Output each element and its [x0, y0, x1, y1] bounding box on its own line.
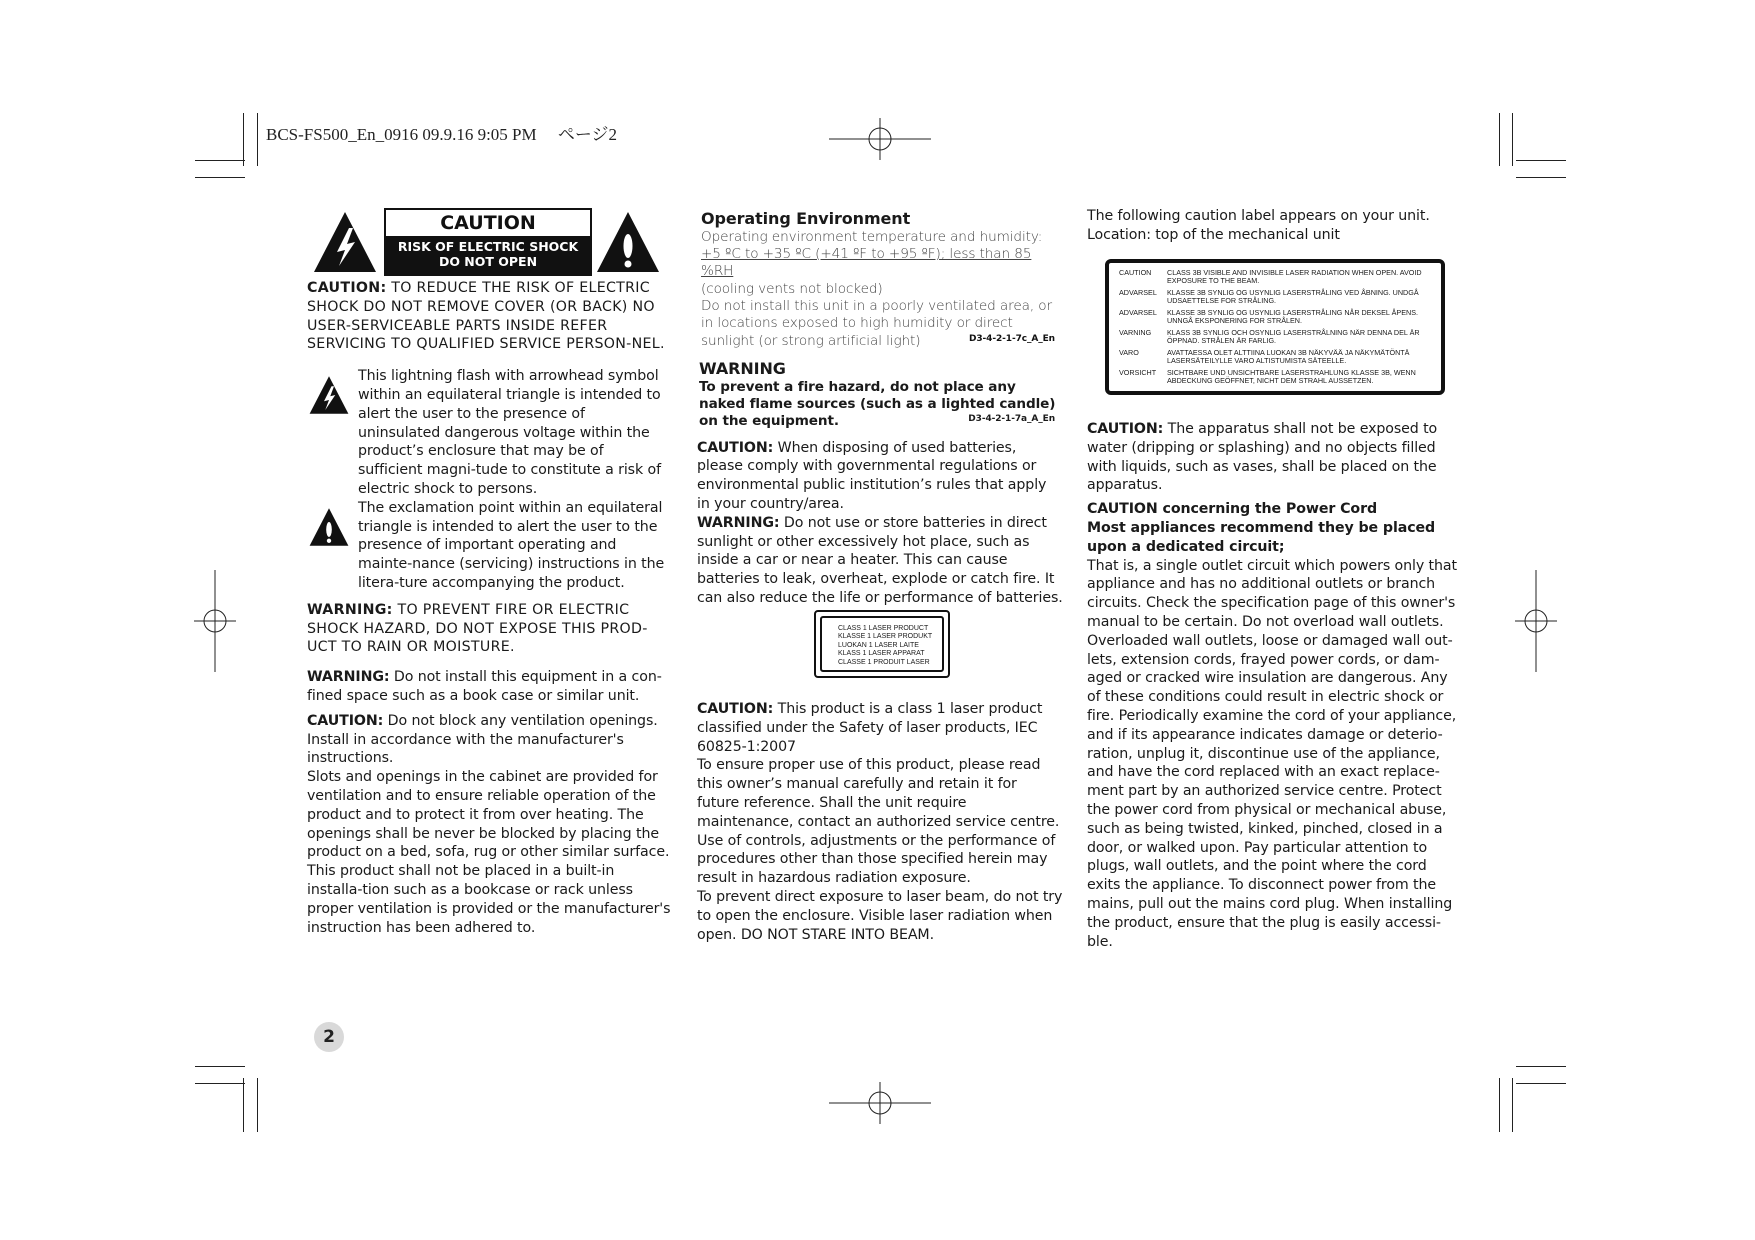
caution-band: [386, 236, 590, 274]
env-line4: Do not install this unit in a poorly ventilated area, or in locations exposed to high humidity or direct sunlight (or strong artificial light): [701, 297, 1052, 349]
registration-target-top: [829, 118, 931, 160]
print-slug: [266, 120, 617, 145]
col2-exposure-para: To prevent direct exposure to laser beam, do not try to open the enclosure. Visible laser radiation when open. DO NOT STARE INTO BEAM.: [697, 888, 1063, 943]
label-intro1: The following caution label appears on your unit.: [1087, 208, 1430, 224]
col1-ventilation-para: proper ventilation is provided or the manufacturer's instruction has been adhered to.: [307, 900, 671, 936]
cord-heading1: CAUTION concerning the Power Cord: [1087, 501, 1378, 518]
label-row: [1119, 269, 1441, 286]
col2-caution-para: CAUTION: When disposing of used batteries, please comply with governmental regulations or environmental public institution’s rules that apply in your country/area.: [697, 439, 1047, 512]
caution-line1: RISK OF ELECTRIC SHOCK: [397, 239, 579, 254]
laser-label-line: KLASS 1 LASER APPARAT: [838, 650, 925, 658]
class1-laser-label: [814, 610, 950, 678]
exclamation-small-icon: [309, 507, 349, 547]
label-row-value: CLASS 3B VISIBLE AND INVISIBLE LASER RADIATION WHEN OPEN. AVOID EXPOSURE TO THE BEAM.: [1167, 268, 1422, 286]
col2-controls-para: Use of controls, adjustments or the performance of procedures other than those specified herein may result in hazardous radiation exposure.: [697, 832, 1056, 887]
col1-caution-para: CAUTION: TO REDUCE THE RISK OF ELECTRIC SHOCK DO NOT REMOVE COVER (OR BACK) NO USER-SERVICEABLE PARTS INSIDE REFER SERVICING TO QUALIFIED SERVICE PERSON-NEL.: [307, 280, 665, 353]
label-row-value: SICHTBARE UND UNSICHTBARE LASERSTRAHLUNG KLASSE 3B, WENN ABDECKUNG GEÖFFNET, NICHT DEM STRAHL AUSSETZEN.: [1167, 368, 1416, 386]
exclamation-warning-icon: [596, 210, 660, 274]
registration-target-left: [194, 570, 236, 672]
lightning-small-icon: [309, 375, 349, 415]
cord-text: That is, a single outlet circuit which powers only that appliance and has no additional outlets or branch circuits. Check the specification page of this owner's manual to be certain. Do not overload wall outlets. Overloaded wall outlets, loose or damaged wall out-lets, extension cords, frayed power cords, or dam-aged or cracked wire insulation are dangerous. Any of these conditions could result in electric shock or fire. Periodically examine the cord of your appliance, and if its appearance indicates damage or deterio-ration, unplug it, discontinue use of the appliance, and have the cord replaced with an exact replace-ment part by an authorized service centre. Protect the power cord from physical or mechanical abuse, such as being twisted, kinked, pinched, closed in a door, or walked upon. Pay particular attention to plugs, wall outlets, and the point where the cord exits the appliance. To disconnect power from the mains, pull out the mains cord plug. When installing the product, ensure that the plug is easily accessi-ble.: [1087, 557, 1457, 950]
registration-target-right: [1515, 570, 1557, 672]
column-3: [1087, 420, 1457, 951]
col2-laser-para: CAUTION: This product is a class 1 laser product classified under the Safety of laser products, IEC 60825-1:2007: [697, 701, 1043, 755]
page-number: 2: [314, 1022, 344, 1052]
column-2: [697, 210, 1063, 608]
col1-slots-para: Slots and openings in the cabinet are provided for ventilation and to ensure reliable operation of the product and to protect it from over heating. The openings shall be never be blocked by placing the product on a bed, sofa, rug or other similar surface. This product shall not be placed in a built-in installa-tion such as a bookcase or rack unless: [307, 769, 670, 898]
label-row-key: ADVARSEL: [1119, 288, 1157, 297]
col1-warning-para: WARNING: TO PREVENT FIRE OR ELECTRIC SHOCK HAZARD, DO NOT EXPOSE THIS PROD-UCT TO RAIN OR MOISTURE.: [307, 601, 648, 656]
laser-label-line: LUOKAN 1 LASER LAITE: [838, 641, 919, 649]
column-3-intro: [1087, 207, 1457, 245]
exclamation-text: The exclamation point within an equilateral triangle is intended to alert the user to the presence of important operating and mainte-nance (servicing) instructions in the litera-ture accompanying the product.: [358, 499, 665, 591]
env-title: Operating Environment: [701, 209, 911, 228]
label-row-key: VARO: [1119, 348, 1139, 357]
file-info: BCS-FS500_En_0916 09.9.16 9:05 PM: [266, 125, 537, 144]
label-row-key: VARNING: [1119, 328, 1152, 337]
col2-warning-para: WARNING: Do not use or store batteries in direct sunlight or other excessively hot place, such as inside a car or near a heater. This can cause batteries to leak, overheat, explode or catch fire. It can also reduce the life or performance of batteries.: [697, 514, 1063, 606]
class3b-laser-label: [1105, 259, 1445, 395]
lightning-text: This lightning flash with arrowhead symbol within an equilateral triangle is intended to alert the user to the presence of uninsulated dangerous voltage within the product’s enclosure that may be of sufficient magni-tude to constitute a risk of electric shock to persons.: [358, 368, 661, 497]
exclamation-explanation: [307, 499, 671, 595]
label-row: [1119, 289, 1441, 306]
col1-warning2-para: WARNING: Do not install this equipment in a con-fined space such as a book case or similar unit.: [307, 669, 662, 704]
page-jp: ページ2: [557, 125, 618, 144]
column-1: [307, 279, 671, 937]
label-row-value: KLASSE 3B SYNLIG OG USYNLIG LASERSTRÅLING VED ÅBNING. UNDGÅ UDSAETTELSE FOR STRÅLING.: [1167, 288, 1419, 306]
laser-label-line: KLASSE 1 LASER PRODUKT: [838, 633, 933, 641]
col2-proper-use-para: To ensure proper use of this product, please read this owner’s manual carefully and retain it for future reference. Shall the unit require maintenance, contact an authorized service centre.: [697, 757, 1060, 830]
label-row: [1119, 349, 1441, 366]
env-line1: Operating environment temperature and humidity:: [701, 228, 1043, 245]
column-2-lower: [697, 700, 1063, 944]
col3-caution-para: CAUTION: The apparatus shall not be exposed to water (dripping or splashing) and no objects filled with liquids, such as vases, shall be placed on the apparatus.: [1087, 421, 1438, 494]
cord-heading2: Most appliances recommend they be placed upon a dedicated circuit;: [1087, 519, 1436, 555]
warn-title: WARNING: [699, 358, 786, 378]
lightning-explanation: [307, 367, 671, 499]
label-row: [1119, 309, 1441, 326]
caution-line2: DO NOT OPEN: [438, 254, 538, 269]
laser-label-line: CLASS 1 LASER PRODUCT: [838, 625, 929, 632]
registration-target-bottom: [829, 1082, 931, 1124]
label-intro2: Location: top of the mechanical unit: [1087, 226, 1340, 243]
label-row-key: ADVARSEL: [1119, 308, 1157, 317]
caution-title: CAUTION: [440, 212, 536, 234]
env-line4-wrap: [701, 298, 1063, 350]
label-row: [1119, 369, 1441, 386]
warn-ref: D3-4-2-1-7a_A_En: [968, 414, 1055, 425]
lightning-warning-icon: [313, 210, 377, 274]
label-row-value: KLASS 3B SYNLIG OCH OSYNLIG LASERSTRÅLNING NÄR DENNA DEL ÄR ÖPPNAD. STRÅLEN ÄR FARLIG.: [1167, 328, 1420, 346]
warn-block: [699, 379, 1063, 431]
env-block: [701, 229, 1063, 350]
env-line2: +5 ºC to +35 ºC (+41 ºF to +95 ºF); less than 85 %RH: [701, 246, 1032, 280]
laser-label-line: CLASSE 1 PRODUIT LASER: [838, 658, 930, 666]
warn-text: To prevent a fire hazard, do not place any naked flame sources (such as a lighted candle) on the equipment.: [699, 378, 1056, 430]
env-ref: D3-4-2-1-7c_A_En: [969, 333, 1055, 344]
col1-caution2-para: CAUTION: Do not block any ventilation openings. Install in accordance with the manufacturer's instructions.: [307, 712, 658, 767]
env-line3: (cooling vents not blocked): [701, 280, 883, 297]
label-row-value: AVATTAESSA OLET ALTTIINA LUOKAN 3B NÄKYVÄÄ JA NÄKYMÄTÖNTÄ LASERSÄTEILYLLE VARO ALTISTUMISTA SÄTEELLE.: [1167, 348, 1410, 366]
label-row-key: VORSICHT: [1119, 368, 1157, 377]
label-row-key: CAUTION: [1119, 268, 1152, 277]
label-row: [1119, 329, 1441, 346]
label-row-value: KLASSE 3B SYNLIG OG USYNLIG LASERSTRÅLING NÅR DEKSEL ÅPENS. UNNGÅ EKSPONERING FOR STRÅLEN.: [1167, 308, 1418, 326]
caution-label: [384, 208, 592, 276]
